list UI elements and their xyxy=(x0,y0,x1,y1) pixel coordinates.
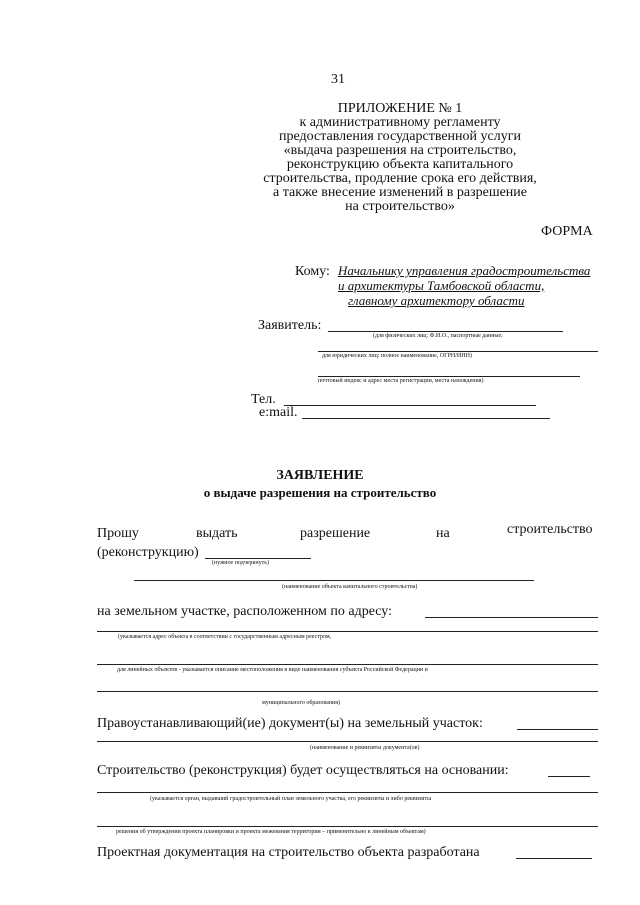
appendix-block xyxy=(230,102,570,214)
request-word: разрешение xyxy=(300,526,371,541)
form-label: ФОРМА xyxy=(541,224,593,239)
hint-municipal: муниципального образования) xyxy=(262,700,340,706)
appendix-title: ПРИЛОЖЕНИЕ № 1 xyxy=(337,101,463,116)
request-word: выдать xyxy=(196,526,238,541)
appendix-line: к административному регламенту xyxy=(299,115,501,130)
recipient-line: главному архитектору области xyxy=(348,293,525,308)
recipient-line: Начальнику управления градостроительства xyxy=(338,263,591,278)
applicant-line-3[interactable] xyxy=(318,376,580,377)
hint-linear: для линейных объектов - указывается описание местоположения в виде наименования субъекта Российской Федерации и xyxy=(117,667,428,673)
request-word: Прошу xyxy=(97,526,139,541)
recipient-line: и архитектуры Тамбовской области, xyxy=(338,278,545,293)
project-docs-field[interactable] xyxy=(516,858,592,859)
title-docs-label: Правоустанавливающий(ие) документ(ы) на земельный участок: xyxy=(97,716,483,731)
applicant-line[interactable] xyxy=(328,331,563,332)
page-number: 31 xyxy=(331,72,345,87)
email-field[interactable] xyxy=(302,418,550,419)
title-docs-field-2[interactable] xyxy=(97,741,598,742)
basis-label: Строительство (реконструкция) будет осуществляться на основании: xyxy=(97,763,509,778)
reconstruction-line[interactable] xyxy=(205,558,311,559)
hint-legal: для юридических лиц: полное наименование, ОГРН/ИНН) xyxy=(322,353,472,359)
hint-individual: (для физических лиц: Ф.И.О., паспортные данные; xyxy=(373,333,503,339)
object-name-field[interactable] xyxy=(134,580,534,581)
request-word: на xyxy=(436,526,450,541)
basis-field-3[interactable] xyxy=(97,826,598,827)
hint-address-registry: (указывается адрес объекта в соответствии с государственным адресным реестром, xyxy=(118,634,332,640)
plot-address-field[interactable] xyxy=(425,617,598,618)
appendix-line: «выдача разрешения на строительство, xyxy=(283,143,517,158)
appendix-line: строительства, продление срока его действия, xyxy=(263,171,537,186)
to-label: Кому: xyxy=(295,264,330,279)
basis-field[interactable] xyxy=(548,776,590,777)
project-docs-label: Проектная документация на строительство объекта разработана xyxy=(97,845,480,860)
hint-object-name: (наименование объекта капитального строительства) xyxy=(282,584,418,590)
hint-address: почтовый индекс и адрес места регистрации, места нахождения) xyxy=(318,378,484,384)
appendix-line: предоставления государственной услуги xyxy=(279,129,521,144)
appendix-line: на строительство» xyxy=(345,199,455,214)
email-label: e:mail. xyxy=(259,405,298,420)
plot-address-field-3[interactable] xyxy=(97,664,598,665)
appendix-line: а также внесение изменений в разрешение xyxy=(272,185,528,200)
hint-underline: (нужное подчеркнуть) xyxy=(212,560,269,566)
hint-docs: (наименование и реквизиты документа(ов) xyxy=(310,745,420,751)
plot-address-label: на земельном участке, расположенном по адресу: xyxy=(97,604,393,619)
tel-field[interactable] xyxy=(284,405,536,406)
appendix-line: реконструкцию объекта капитального xyxy=(286,157,514,172)
hint-basis: (указывается орган, выдавший градостроительный план земельного участка, его реквизиты и либо реквизиты xyxy=(150,796,432,802)
recipient xyxy=(338,263,590,308)
reconstruction-text: (реконструкцию) xyxy=(97,545,199,560)
plot-address-field-4[interactable] xyxy=(97,691,598,692)
statement-subtitle: о выдаче разрешения на строительство xyxy=(203,485,437,500)
plot-address-field-2[interactable] xyxy=(97,631,598,632)
title-docs-field[interactable] xyxy=(517,729,598,730)
request-word: строительство xyxy=(507,522,593,537)
statement-title: ЗАЯВЛЕНИЕ xyxy=(276,468,364,483)
applicant-line-2[interactable] xyxy=(318,351,598,352)
applicant-label: Заявитель: xyxy=(258,318,322,333)
hint-planning: решения об утверждении проекта планировки и проекта межевания территории – применительно к линейным объектам) xyxy=(116,829,426,835)
basis-field-2[interactable] xyxy=(97,792,598,793)
tel-label: Тел. xyxy=(251,392,276,407)
